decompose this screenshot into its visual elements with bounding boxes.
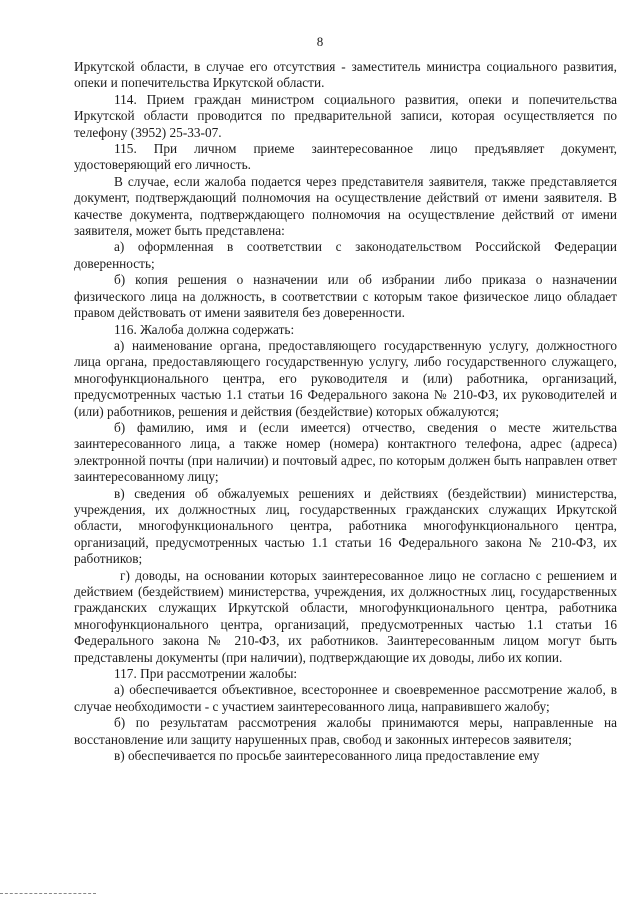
paragraph-116: 116. Жалоба должна содержать: xyxy=(114,321,295,337)
paragraph-115-b: б) копия решения о назначении или об избрании либо приказа о назначении физического лица на должность, в соответствии с которым такое физическое лицо обладает правом действовать от имени заявителя без доверенности. xyxy=(74,272,617,321)
paragraph-116-a: а) наименование органа, предоставляющего государственную услугу, должностного лица органа, предоставляющего государственную услугу, либо государственного служащего, многофункционального центра, его руководителя и (или) работника, организаций, предусмотренных частью 1.1 статьи 16 Федерального закона № 210-ФЗ, их руководителей и (или) работников, решения и действия (бездействие) которых обжалуются; xyxy=(74,337,617,419)
paragraph-114: 114. Прием граждан министром социального развития, опеки и попечительства Иркутской области проводится по предварительной записи, которая осуществляется по телефону (3952) 25-33-07. xyxy=(74,91,617,140)
paragraph-115: 115. При личном приеме заинтересованное лицо предъявляет документ, удостоверяющий его личность. xyxy=(74,141,617,173)
paragraph-115-a: а) оформленная в соответствии с законодательством Российской Федерации доверенность; xyxy=(74,239,617,271)
paragraph-continuation: Иркутской области, в случае его отсутствия - заместитель министра социального развития, опеки и попечительства Иркутской области. xyxy=(74,59,617,91)
paragraph-117-a: а) обеспечивается объективное, всестороннее и своевременное рассмотрение жалоб, в случае необходимости - с участием заинтересованного лица, направившего жалобу; xyxy=(74,682,617,714)
document-body xyxy=(74,59,617,764)
paragraph-117-v: в) обеспечивается по просьбе заинтересованного лица предоставление ему xyxy=(114,748,540,764)
paragraph-117: 117. При рассмотрении жалобы: xyxy=(114,666,298,682)
footer-divider xyxy=(0,893,96,894)
paragraph-representative: В случае, если жалоба подается через представителя заявителя, также представляется документ, подтверждающий полномочия на осуществление действий от имени заявителя. В качестве документа, подтверждающего полномочия на осуществление действий от имени заявителя, может быть представлена: xyxy=(74,173,617,239)
paragraph-116-b: б) фамилию, имя и (если имеется) отчество, сведения о месте жительства заинтересованного лица, а также номер (номера) контактного телефона, адрес (адреса) электронной почты (при наличии) и почтовый адрес, по которым должен быть направлен ответ заинтересованному лицу; xyxy=(74,419,617,485)
page-number: 8 xyxy=(316,34,324,49)
paragraph-116-v: в) сведения об обжалуемых решениях и действиях (бездействии) министерства, учреждения, их должностных лиц, государственных гражданских служащих Иркутской области, многофункционального центра, работника многофункционального центра, организаций, предусмотренных частью 1.1 статьи 16 Федерального закона № 210-ФЗ, их работников; xyxy=(74,485,617,567)
paragraph-116-g: г) доводы, на основании которых заинтересованное лицо не согласно с решением и действием (бездействием) министерства, учреждения, их должностных лиц, государственных гражданских служащих Иркутской области, многофункционального центра, работника многофункционального центра, организаций, предусмотренных частью 1.1 статьи 16 Федерального закона № 210-ФЗ, их работников. Заинтересованным лицом могут быть представлены документы (при наличии), подтверждающие их доводы, либо их копии. xyxy=(74,567,617,665)
paragraph-117-b: б) по результатам рассмотрения жалобы принимаются меры, направленные на восстановление или защиту нарушенных прав, свобод и законных интересов заявителя; xyxy=(74,715,617,747)
